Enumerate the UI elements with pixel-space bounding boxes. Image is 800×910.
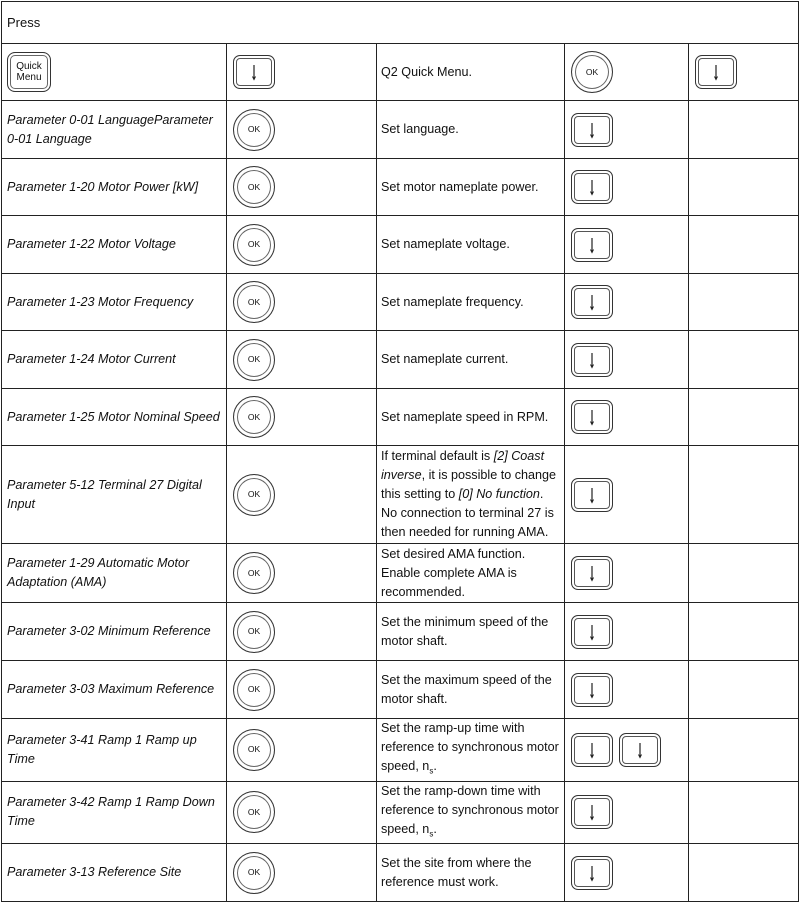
parameter-name: Parameter 3-42 Ramp 1 Ramp Down Time — [2, 781, 227, 844]
ok-button-icon[interactable]: OK — [233, 729, 275, 771]
quick-menu-label-line1: Quick — [16, 61, 42, 72]
quick-menu-cell — [2, 44, 227, 101]
ok-button-icon[interactable]: OK — [233, 224, 275, 266]
down-arrow-button-icon[interactable] — [571, 228, 613, 262]
parameter-name: Parameter 3-03 Maximum Reference — [2, 661, 227, 719]
description: Set the ramp-down time with reference to synchronous motor speed, $n_s$. — [377, 781, 565, 844]
down-arrow-button-icon[interactable] — [619, 733, 661, 767]
table-row — [2, 603, 799, 661]
description: Q2 Quick Menu. — [377, 44, 565, 101]
down-arrow-button-icon[interactable] — [571, 856, 613, 890]
ok-button-icon[interactable]: OK — [233, 552, 275, 594]
down-arrow-button-icon[interactable] — [571, 285, 613, 319]
ok-button-icon[interactable]: OK — [233, 611, 275, 653]
description: Set nameplate current. — [377, 331, 565, 389]
description: Set motor nameplate power. — [377, 159, 565, 216]
table-row — [2, 446, 799, 544]
parameter-name: Parameter 1-25 Motor Nominal Speed — [2, 389, 227, 446]
ok-button-icon[interactable]: OK — [233, 669, 275, 711]
description: Set the site from where the reference must work. — [377, 844, 565, 902]
parameter-name: Parameter 3-02 Minimum Reference — [2, 603, 227, 661]
parameter-name: Parameter 0-01 LanguageParameter 0-01 Language — [2, 101, 227, 159]
down-arrow-button-icon[interactable] — [571, 478, 613, 512]
down-arrow-button-icon[interactable] — [571, 343, 613, 377]
down-arrow-button-icon[interactable] — [571, 400, 613, 434]
down-arrow-button-icon[interactable] — [571, 733, 613, 767]
header-row — [2, 2, 799, 44]
ok-button-icon[interactable]: OK — [233, 791, 275, 833]
description: Set the ramp-up time with reference to synchronous motor speed, $n_s$. — [377, 719, 565, 782]
table-row — [2, 159, 799, 216]
description: Set the minimum speed of the motor shaft. — [377, 603, 565, 661]
parameter-name: Parameter 1-24 Motor Current — [2, 331, 227, 389]
quick-menu-button-icon[interactable] — [7, 52, 51, 92]
description: If terminal default is [2] Coast inverse, it is possible to change this setting to [0] No function. No connection to terminal 27 is then needed for running AMA. — [377, 446, 565, 544]
press-header: Press — [2, 2, 799, 44]
description: Set desired AMA function. Enable complete AMA is recommended. — [377, 544, 565, 603]
down-arrow-button-icon[interactable] — [571, 170, 613, 204]
down-arrow-button-icon[interactable] — [571, 113, 613, 147]
description: Set nameplate voltage. — [377, 216, 565, 274]
down-arrow-button-icon[interactable] — [571, 556, 613, 590]
parameter-name: Parameter 1-23 Motor Frequency — [2, 274, 227, 331]
table-row — [2, 216, 799, 274]
ok-button-icon[interactable]: OK — [571, 51, 613, 93]
table-row — [2, 844, 799, 902]
down-arrow-button-icon[interactable] — [695, 55, 737, 89]
ok-button-icon[interactable]: OK — [233, 339, 275, 381]
table-row — [2, 661, 799, 719]
description: Set nameplate frequency. — [377, 274, 565, 331]
description: Set nameplate speed in RPM. — [377, 389, 565, 446]
table-row — [2, 544, 799, 603]
table-row — [2, 44, 799, 101]
parameter-name: Parameter 1-20 Motor Power [kW] — [2, 159, 227, 216]
ok-button-icon[interactable]: OK — [233, 852, 275, 894]
table-row — [2, 331, 799, 389]
description: Set language. — [377, 101, 565, 159]
ok-button-icon[interactable]: OK — [233, 396, 275, 438]
down-arrow-button-icon[interactable] — [571, 795, 613, 829]
quick-menu-setup-table — [1, 1, 799, 902]
parameter-name: Parameter 5-12 Terminal 27 Digital Input — [2, 446, 227, 544]
ok-button-icon[interactable]: OK — [233, 166, 275, 208]
ok-button-icon[interactable]: OK — [233, 109, 275, 151]
parameter-name: Parameter 1-22 Motor Voltage — [2, 216, 227, 274]
table-row — [2, 101, 799, 159]
down-arrow-button-icon[interactable] — [571, 615, 613, 649]
down-arrow-button-icon[interactable] — [233, 55, 275, 89]
quick-menu-label-line2: Menu — [16, 72, 42, 83]
table-row — [2, 719, 799, 782]
parameter-name: Parameter 3-41 Ramp 1 Ramp up Time — [2, 719, 227, 782]
table-row — [2, 274, 799, 331]
parameter-name: Parameter 3-13 Reference Site — [2, 844, 227, 902]
table-row — [2, 781, 799, 844]
table-row — [2, 389, 799, 446]
parameter-name: Parameter 1-29 Automatic Motor Adaptation (AMA) — [2, 544, 227, 603]
description: Set the maximum speed of the motor shaft. — [377, 661, 565, 719]
down-arrow-button-icon[interactable] — [571, 673, 613, 707]
ok-button-icon[interactable]: OK — [233, 474, 275, 516]
ok-button-icon[interactable]: OK — [233, 281, 275, 323]
